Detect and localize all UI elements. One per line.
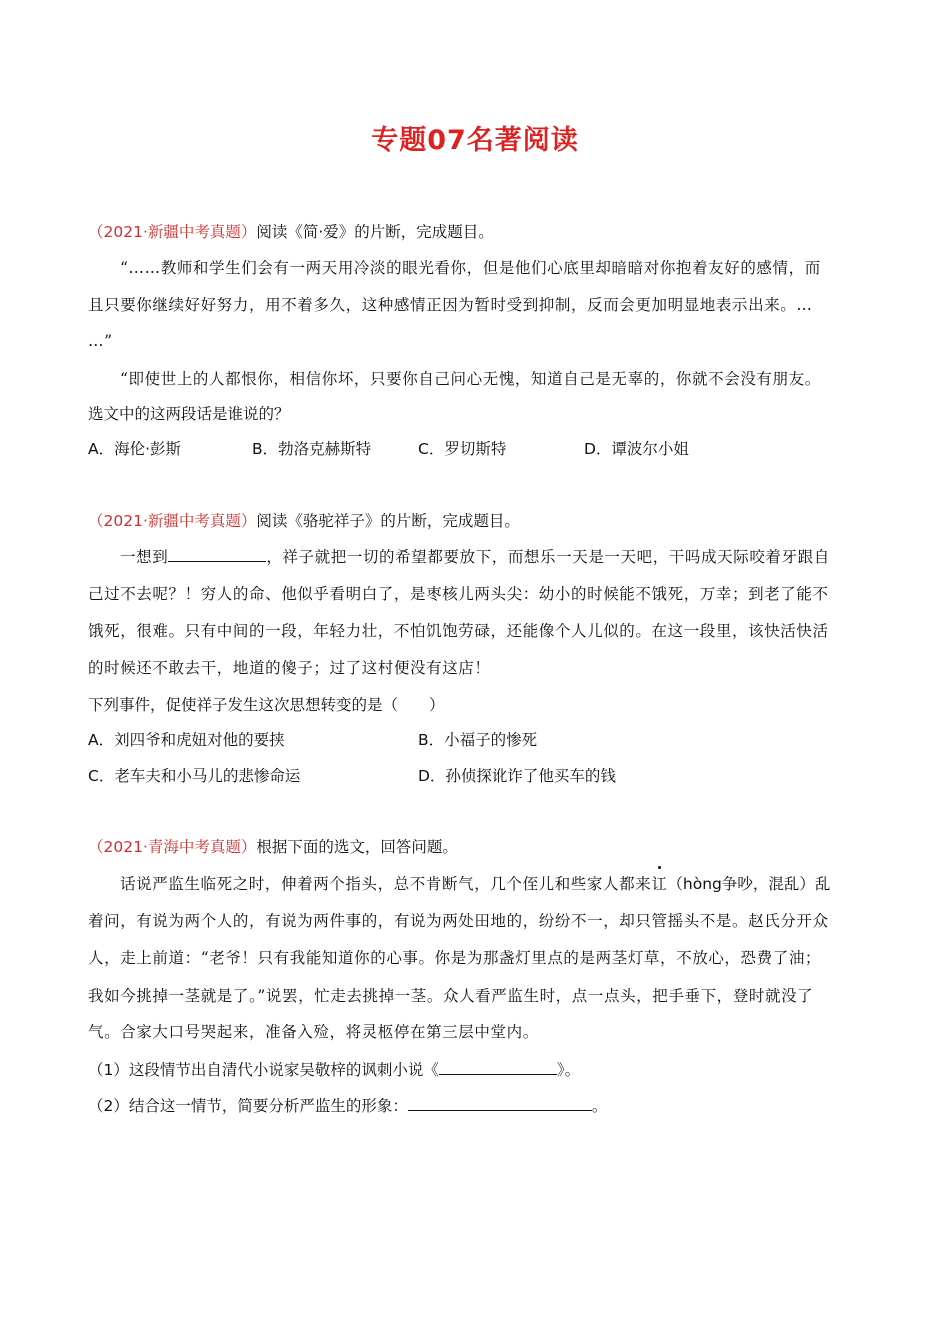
q3-passage-line: 着问，有说为两个人的，有说为两件事的，有说为两处田地的，纷纷不一，却只管摇头不是。赵氏分开众	[88, 912, 829, 930]
q1-source: （2021·新疆中考真题）	[88, 223, 257, 241]
q1-option-b[interactable]: B．勃洛克赫斯特	[252, 440, 372, 458]
q3-sub1-text: （1）这段情节出自清代小说家吴敬梓的讽刺小说《	[88, 1061, 439, 1079]
answer-blank[interactable]	[408, 1096, 592, 1111]
q3-text: 话说严监生临死之时，伸着两个指头，总不肯断气，几个侄儿和些家人都来	[120, 875, 652, 893]
q2-passage-line: 的时候还不敢去干，地道的傻子；过了这村便没有这店！	[88, 659, 491, 677]
answer-blank[interactable]	[439, 1060, 557, 1075]
q1-option-d[interactable]: D．谭波尔小姐	[584, 440, 689, 458]
q1-prompt: 阅读《简·爱》的片断，完成题目。	[256, 223, 494, 241]
q3-sub2-text: （2）结合这一情节，简要分析严监生的形象：	[88, 1097, 408, 1115]
q2-option-c[interactable]: C．老车夫和小马儿的悲惨命运	[88, 767, 301, 785]
q2-option-b[interactable]: B．小福子的惨死	[418, 731, 538, 749]
q3-passage-line: 我如今挑掉一茎就是了。”说罢，忙走去挑掉一茎。众人看严监生时，点一点头，把手垂下，登时就没了	[88, 987, 814, 1005]
q3-sub-question-1	[88, 1059, 868, 1081]
q2-header	[88, 510, 868, 532]
q2-passage-line: 饿死，很难。只有中间的一段，年轻力壮，不怕饥饱劳碌，还能像个人儿似的。在这一段里，该快活快活	[88, 622, 829, 640]
q3-source: （2021·青海中考真题）	[88, 838, 257, 856]
q2-question: 下列事件，促使祥子发生这次思想转变的是（ ）	[88, 696, 445, 714]
q3-passage-line: 人，走上前道：“老爷！只有我能知道你的心事。你是为那盏灯里点的是两茎灯草，不放心，恐费了油；	[88, 949, 822, 967]
q1-option-c[interactable]: C．罗切斯特	[418, 440, 507, 458]
q3-header	[88, 836, 868, 858]
q2-passage-line	[120, 546, 900, 568]
answer-blank[interactable]	[168, 547, 266, 562]
q2-source: （2021·新疆中考真题）	[88, 512, 257, 530]
q2-text: 一想到	[120, 548, 169, 566]
q3-passage-line	[120, 873, 900, 895]
q2-passage-line: 己过不去呢？！穷人的命、他似乎看明白了，是枣核儿两头尖：幼小的时候能不饿死，万幸；到老了能不	[88, 585, 829, 603]
q2-option-d[interactable]: D．孙侦探讹诈了他买车的钱	[418, 767, 616, 785]
q1-question: 选文中的这两段话是谁说的？	[88, 405, 290, 423]
q3-passage-line: 气。合家大口号哭起来，准备入殓，将灵柩停在第三层中堂内。	[88, 1023, 539, 1041]
q1-passage-line: “……教师和学生们会有一两天用冷淡的眼光看你，但是他们心底里却暗暗对你抱着友好的感情，而	[120, 259, 821, 277]
q1-passage-line: 且只要你继续好好努力，用不着多久，这种感情正因为暂时受到抑制，反而会更加明显地表示出来。…	[88, 296, 813, 314]
q1-header	[88, 221, 868, 243]
q3-sub2-text: 。	[591, 1097, 608, 1115]
q2-prompt: 阅读《骆驼祥子》的片断，完成题目。	[256, 512, 520, 530]
q1-passage-line: “即使世上的人都恨你，相信你坏，只要你自己问心无愧，知道自己是无辜的，你就不会没有朋友。	[120, 370, 821, 388]
q1-option-a[interactable]: A．海伦·彭斯	[88, 440, 182, 458]
q3-sub1-text: 》。	[556, 1061, 581, 1079]
q3-pinyin-note: （hòng争吵，混乱）乱	[667, 875, 831, 893]
q2-option-a[interactable]: A．刘四爷和虎妞对他的要挟	[88, 731, 285, 749]
q1-passage-line: …”	[88, 332, 113, 350]
q3-emphasized-char: 讧	[651, 875, 668, 893]
page-title: 专题07名著阅读	[371, 125, 579, 156]
q3-sub-question-2	[88, 1095, 868, 1117]
q3-prompt: 根据下面的选文，回答问题。	[256, 838, 458, 856]
q2-text: ，祥子就把一切的希望都要放下，而想乐一天是一天吧，干吗成天际咬着牙跟自	[266, 548, 830, 566]
